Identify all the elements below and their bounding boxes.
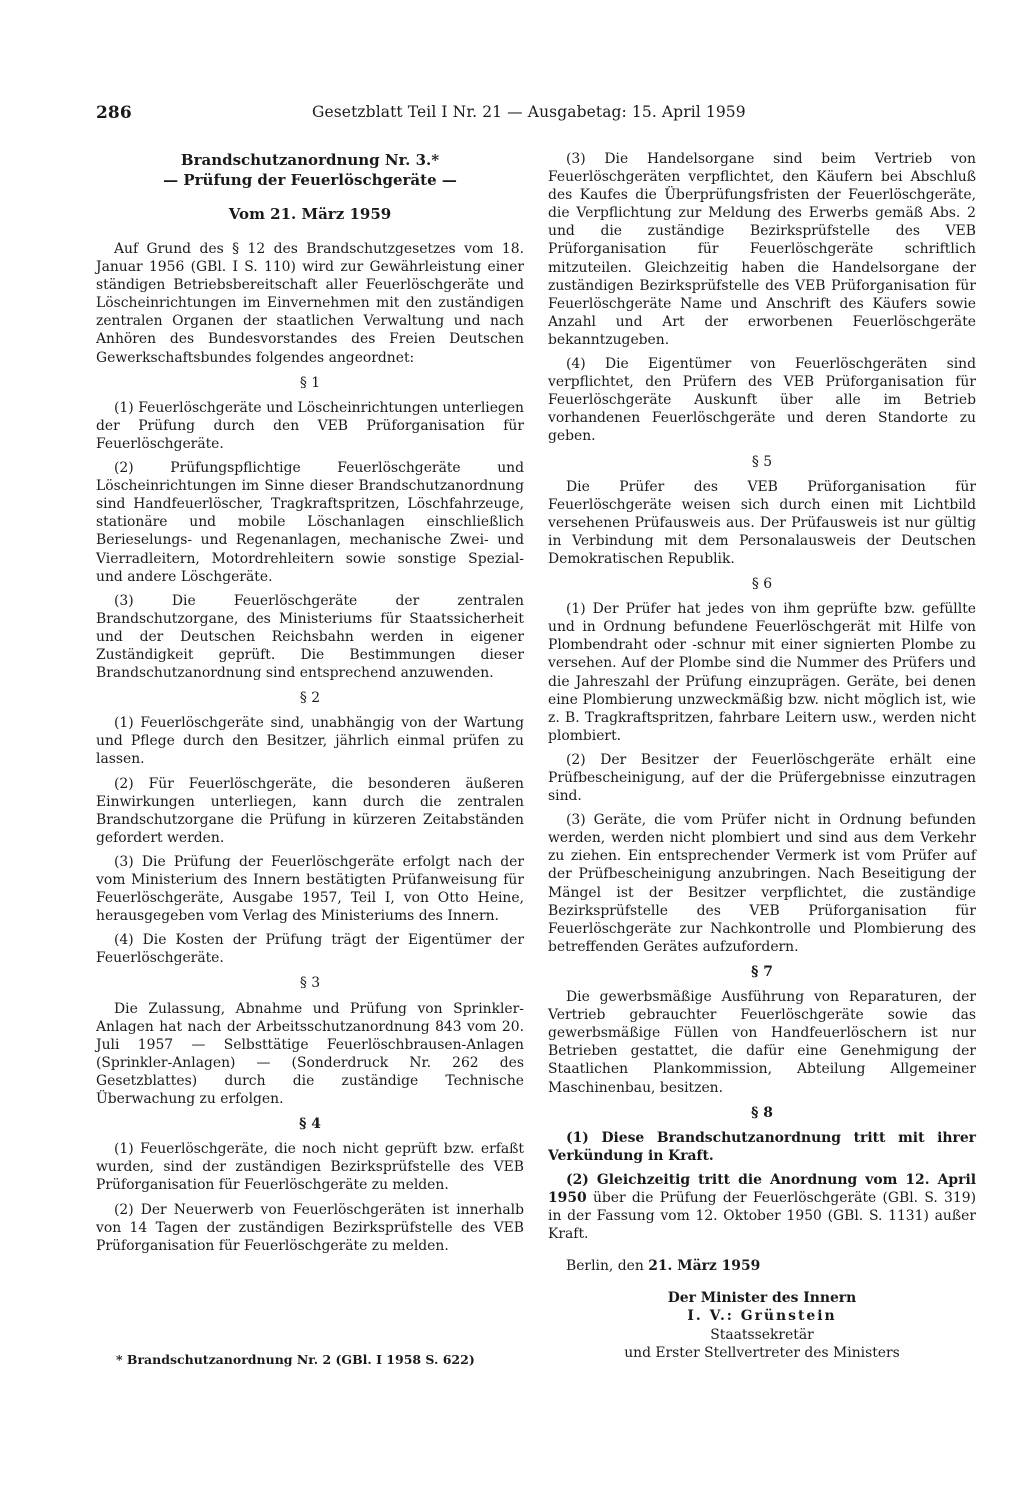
ordinance-date: Vom 21. März 1959	[228, 205, 392, 223]
section-1-paragraph-3: (3) Die Feuerlöschgeräte der zentralen Brandschutzorgane, des Ministeriums für Staatssicherheit und der Deutschen Reichsbahn werden in eigener Zuständigkeit geprüft. Die Bestimmungen dieser Brandschutzanordnung sind entsprechend anzuwenden.	[96, 592, 524, 682]
place-and-date	[548, 1257, 976, 1275]
section-4-paragraph-2: (2) Der Neuerwerb von Feuerlöschgeräten ist innerhalb von 14 Tagen der zuständigen Bezirksprüfstelle des VEB Prüforganisation für Feuerlöschgeräte zu melden.	[96, 1201, 524, 1254]
section-8-paragraph-2-rest: über die Prüfung der Feuerlöschgeräte (GBl. S. 319) in der Fassung vom 12. Oktober 1950 (GBl. S. 1131) außer Kraft.	[548, 1189, 976, 1243]
left-column	[96, 150, 524, 1261]
section-heading-6: § 6	[751, 576, 773, 593]
section-8-paragraph-2	[548, 1171, 976, 1243]
page-number: 286	[96, 103, 132, 123]
section-8-paragraph-2-lead: (2) Gleichzeitig tritt die Anordnung vom 12. April 1950	[548, 1171, 976, 1206]
signing-date: 21. März 1959	[648, 1258, 761, 1275]
right-column	[548, 150, 976, 1362]
section-heading-5: § 5	[751, 453, 773, 470]
ordinance-title: Brandschutzanordnung Nr. 3.*	[180, 151, 440, 169]
section-heading-7: § 7	[751, 963, 773, 980]
signer-role: Staatssekretär	[710, 1326, 814, 1343]
ordinance-subtitle: — Prüfung der Feuerlöschgeräte —	[163, 171, 457, 189]
section-4-paragraph-4: (4) Die Eigentümer von Feuerlöschgeräten sind verpflichtet, den Prüfern des VEB Prüforganisation für Feuerlöschgeräte Auskunft über alle im Betrieb vorhandenen Feuerlöschgeräte und deren Standorte zu geben.	[548, 356, 976, 445]
section-8-paragraph-1: (1) Diese Brandschutzanordnung tritt mit ihrer Verkündung in Kraft.	[548, 1129, 976, 1164]
place: Berlin, den	[566, 1258, 644, 1275]
footnote: * Brandschutzanordnung Nr. 2 (GBl. I 1958 S. 622)	[116, 1352, 475, 1367]
signer-title: Der Minister des Innern	[667, 1290, 857, 1307]
section-heading-4: § 4	[299, 1116, 321, 1133]
running-title: Gesetzblatt Teil I Nr. 21 — Ausgabetag: 15. April 1959	[312, 103, 746, 121]
section-2-paragraph-1: (1) Feuerlöschgeräte sind, unabhängig von der Wartung und Pflege durch den Besitzer, jährlich einmal prüfen zu lassen.	[96, 715, 524, 768]
section-heading-1: § 1	[299, 374, 321, 391]
section-4-paragraph-3: (3) Die Handelsorgane sind beim Vertrieb von Feuerlöschgeräten verpflichtet, den Käufern bei Abschluß des Kaufes die Überprüfungsfristen der Feuerlöschgeräte, die Verpflichtung zur Meldung des Erwerbs gemäß Abs. 2 und die zuständige Bezirksprüfstelle des VEB Prüforganisation für Feuerlöschgeräte schriftlich mitzuteilen. Gleichzeitig haben die Handelsorgane der zuständigen Bezirksprüfstelle des VEB Prüforganisation für Feuerlöschgeräte Name und Anschrift des Käufers sowie Anzahl und Art der erworbenen Feuerlöschgeräte bekanntzugeben.	[548, 151, 976, 348]
section-4-paragraph-1: (1) Feuerlöschgeräte, die noch nicht geprüft bzw. erfaßt wurden, sind der zuständigen Bezirksprüfstelle des VEB Prüforganisation für Feuerlöschgeräte zu melden.	[96, 1141, 524, 1194]
section-heading-8: § 8	[751, 1104, 773, 1121]
section-1-paragraph-2: (2) Prüfungspflichtige Feuerlöschgeräte und Löscheinrichtungen im Sinne dieser Brandschutzanordnung sind Handfeuerlöscher, Tragkraftspritzen, Löschfahrzeuge, stationäre und mobile Löschanlagen einschließlich Berieselungs- und Regenanlagen, mechanische Zwei- und Vierradleitern, Motordrehleitern sowie sonstige Spezial- und andere Löschgeräte.	[96, 460, 524, 585]
signer-name: I. V.: Grünstein	[687, 1308, 837, 1325]
section-2-paragraph-2: (2) Für Feuerlöschgeräte, die besonderen äußeren Einwirkungen unterliegen, kann durch die zentralen Brandschutzorgane die Prüfung in kürzeren Zeitabständen gefordert werden.	[96, 775, 524, 846]
section-2-paragraph-4: (4) Die Kosten der Prüfung trägt der Eigentümer der Feuerlöschgeräte.	[96, 932, 524, 967]
section-6-paragraph-3: (3) Geräte, die vom Prüfer nicht in Ordnung befunden werden, werden nicht plombiert und sind aus dem Verkehr zu ziehen. Ein entsprechender Vermerk ist vom Prüfer auf der Prüfbescheinigung anzubringen. Nach Beseitigung der Mängel ist der Besitzer verpflichtet, die zuständige Bezirksprüfstelle des VEB Prüforganisation für Feuerlöschgeräte zur Nachkontrolle und Plombierung des betreffenden Gerätes aufzufordern.	[548, 812, 976, 955]
section-heading-2: § 2	[299, 690, 321, 707]
section-6-paragraph-2: (2) Der Besitzer der Feuerlöschgeräte erhält eine Prüfbescheinigung, auf der die Prüfergebnisse einzutragen sind.	[548, 751, 976, 805]
section-heading-3: § 3	[299, 975, 321, 992]
signature-block	[548, 1289, 976, 1361]
section-6-paragraph-1: (1) Der Prüfer hat jedes von ihm geprüfte bzw. gefüllte und in Ordnung befundene Feuerlöschgerät mit Hilfe von Plombendraht oder -schnur mit einer signierten Plombe zu versehen. Auf der Plombe sind die Nummer des Prüfers und die Jahreszahl der Prüfung einzuprägen. Geräte, bei denen eine Plombierung unzweckmäßig bzw. nicht möglich ist, wie z. B. Tragkraftspritzen, fahrbare Leitern usw., werden nicht plombiert.	[548, 601, 976, 744]
page-header	[96, 103, 792, 127]
signer-role-2: und Erster Stellvertreter des Ministers	[624, 1344, 900, 1361]
section-3-paragraph-1: Die Zulassung, Abnahme und Prüfung von Sprinkler-Anlagen hat nach der Arbeitsschutzanordnung 843 vom 20. Juli 1957 — Selbsttätige Feuerlöschbrausen-Anlagen (Sprinkler-Anlagen) — (Sonderdruck Nr. 262 des Gesetzblattes) durch die zuständige Technische Überwachung zu erfolgen.	[96, 1000, 524, 1108]
preamble: Auf Grund des § 12 des Brandschutzgesetzes vom 18. Januar 1956 (GBl. I S. 110) wird zur Gewährleistung einer ständigen Betriebsbereitschaft aller Feuerlöschgeräte und Löscheinrichtungen im Einvernehmen mit den zuständigen zentralen Organen der staatlichen Verwaltung und nach Anhören des Bundesvorstandes des Freien Deutschen Gewerkschaftsbundes folgendes angeordnet:	[96, 241, 524, 366]
section-7-paragraph-1: Die gewerbsmäßige Ausführung von Reparaturen, der Vertrieb gebrauchter Feuerlöschgeräte sowie das gewerbsmäßige Füllen von Handfeuerlöschern ist nur Betrieben gestattet, die dafür eine Genehmigung der Staatlichen Plankommission, Abteilung Allgemeiner Maschinenbau, besitzen.	[548, 989, 976, 1096]
section-2-paragraph-3: (3) Die Prüfung der Feuerlöschgeräte erfolgt nach der vom Ministerium des Innern bestätigten Prüfanweisung für Feuerlöschgeräte, Ausgabe 1957, Teil I, von Otto Heine, herausgegeben vom Verlag des Ministeriums des Innern.	[96, 853, 524, 925]
section-1-paragraph-1: (1) Feuerlöschgeräte und Löscheinrichtungen unterliegen der Prüfung durch den VEB Prüforganisation für Feuerlöschgeräte.	[96, 399, 524, 452]
section-5-paragraph-1: Die Prüfer des VEB Prüforganisation für Feuerlöschgeräte weisen sich durch einen mit Lichtbild versehenen Prüfausweis aus. Der Prüfausweis ist nur gültig in Verbindung mit dem Personalausweis der Deutschen Demokratischen Republik.	[548, 478, 976, 567]
